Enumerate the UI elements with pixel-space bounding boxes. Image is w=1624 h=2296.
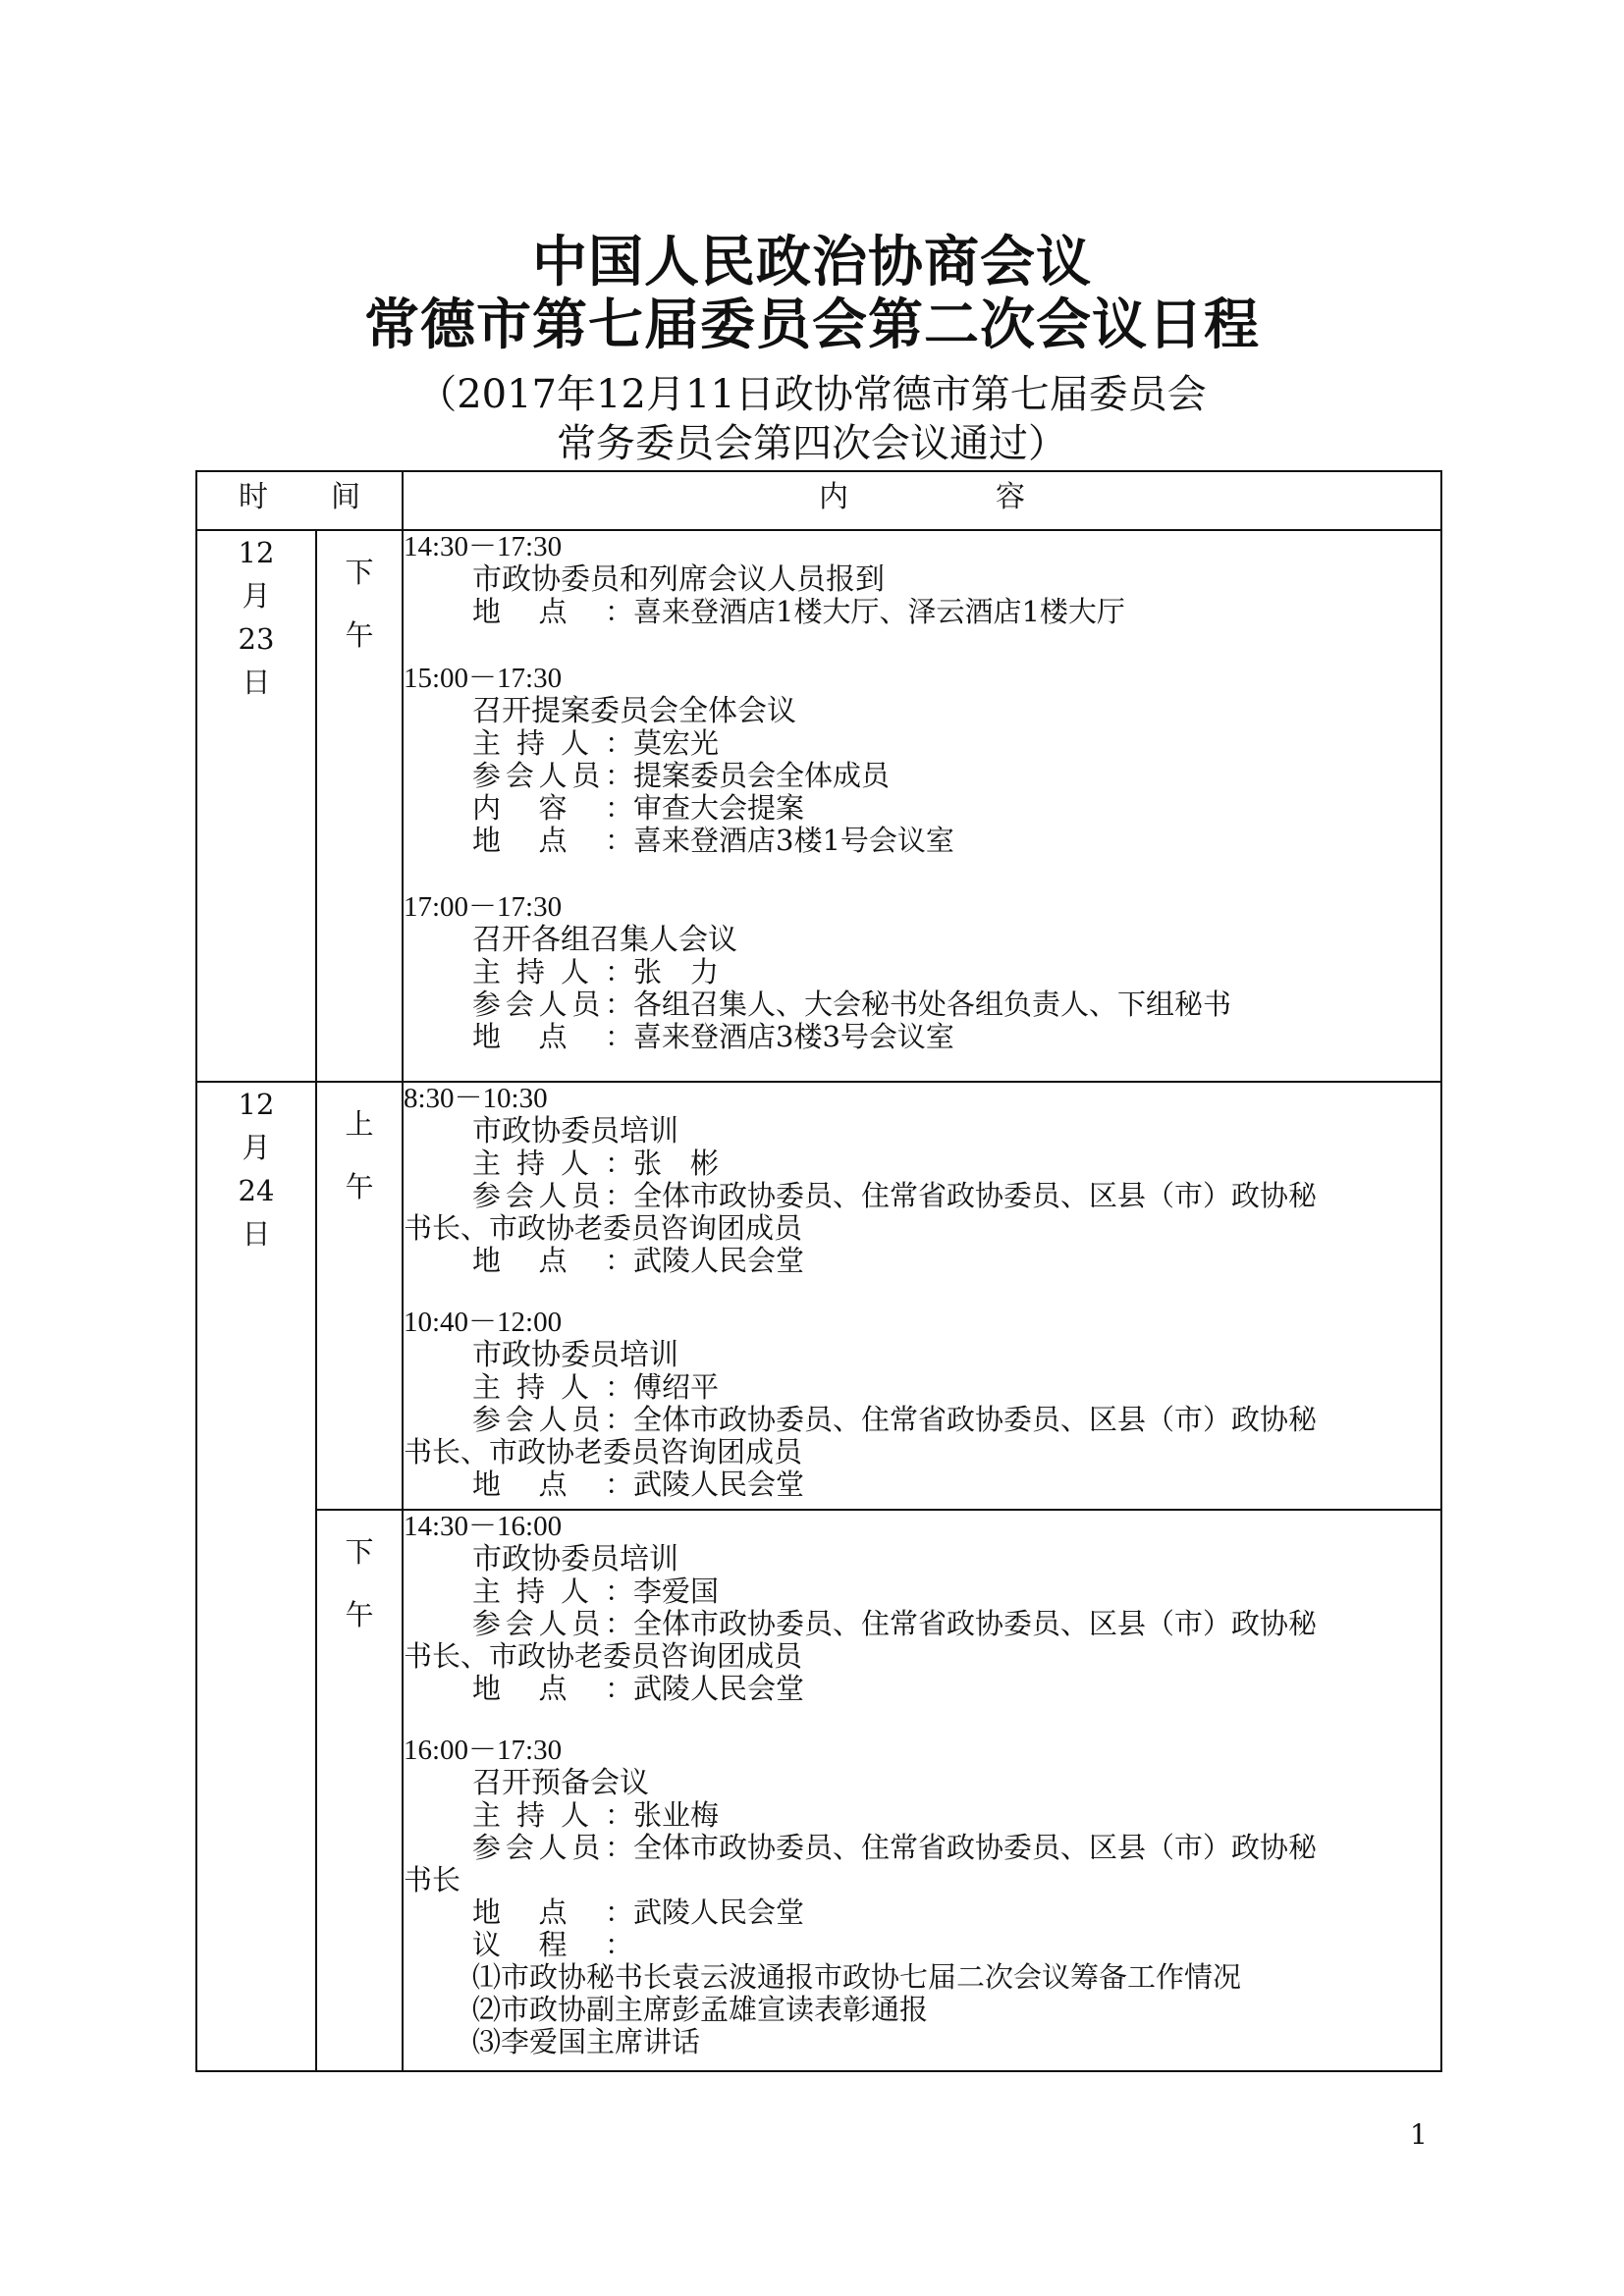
day1-date: 12 月 23 日 (196, 530, 316, 1082)
event-time: 10:40－12:00 (404, 1307, 563, 1338)
event: 17:00－17:30 召开各组召集人会议 主持人： 张 力 参会人员： 各组召集人、大会秘书处各组负责人、下组秘书 地点： 喜来登酒店3楼3号会议室 (404, 891, 1440, 1053)
subtitle-line-2: 常务委员会第四次会议通过） (557, 421, 1067, 466)
event-time: 17:00－17:30 (404, 891, 563, 923)
page-number: 1 (1410, 2118, 1428, 2151)
day2-date: 12 月 24 日 (196, 1082, 316, 2071)
title-line-1: 中国人民政治协商会议 (532, 231, 1092, 294)
header-content: 内容 (403, 471, 1441, 530)
agenda-item: ⑴市政协秘书长袁云波通报市政协七届二次会议筹备工作情况 (472, 1960, 1242, 1994)
day1-afternoon-events (403, 530, 1441, 1082)
event-time: 15:00－17:30 (404, 663, 563, 694)
header-row (196, 471, 1441, 530)
subtitle-line-1: （2017年12月11日政协常德市第七届委员会 (417, 372, 1207, 417)
day2-afternoon-events (403, 1510, 1441, 2071)
day2-morning-events (403, 1082, 1441, 1510)
event-time: 14:30－16:00 (404, 1511, 563, 1542)
event-time: 16:00－17:30 (404, 1735, 563, 1766)
event: 8:30－10:30 市政协委员培训 主持人： 张 彬 参会人员： 全体市政协委员、住常省政协委员、区县（市）政协秘 书长、市政协老委员咨询团成员 地点： 武陵人民会堂 (404, 1083, 1440, 1277)
day2-afternoon-label: 下 午 (316, 1510, 403, 2071)
day1-row (196, 530, 1441, 1082)
event-title: 市政协委员和列席会议人员报到 (472, 562, 885, 597)
event-title: 市政协委员培训 (472, 1542, 678, 1576)
day2-morning-row (196, 1082, 1441, 1510)
agenda-item: ⑵市政协副主席彭孟雄宣读表彰通报 (472, 1993, 929, 2026)
day1-afternoon-label: 下 午 (316, 530, 403, 1082)
header-time: 时间 (196, 471, 403, 530)
event-title: 召开预备会议 (472, 1766, 649, 1800)
event-time: 8:30－10:30 (404, 1083, 548, 1114)
event: 15:00－17:30 召开提案委员会全体会议 主持人： 莫宏光 参会人员： 提案委员会全体成员 内容： 审查大会提案 地点： 喜来登酒店3楼1号会议室 (404, 663, 1440, 857)
event: 14:30－16:00 市政协委员培训 主持人： 李爱国 参会人员： 全体市政协委员、住常省政协委员、区县（市）政协秘 书长、市政协老委员咨询团成员 地点： 武陵人民会堂 (404, 1511, 1440, 1705)
event: 16:00－17:30 召开预备会议 主持人： 张业梅 参会人员： 全体市政协委员、住常省政协委员、区县（市）政协秘 书长 地点： 武陵人民会堂 议程： ⑴市政协秘书长袁云波通报市政协七届二次会议筹备工作情况 ⑵市政协副主席彭孟雄宣读表彰通报 ⑶李爱国主席讲话 (404, 1735, 1440, 2058)
event-title: 市政协委员培训 (472, 1338, 678, 1372)
event-time: 14:30－17:30 (404, 531, 563, 562)
event-title: 召开提案委员会全体会议 (472, 694, 796, 728)
event: 10:40－12:00 市政协委员培训 主持人： 傅绍平 参会人员： 全体市政协委员、住常省政协委员、区县（市）政协秘 书长、市政协老委员咨询团成员 地点： 武陵人民会堂 (404, 1307, 1440, 1501)
title-line-2: 常德市第七届委员会第二次会议日程 (364, 294, 1260, 357)
agenda-item: ⑶李爱国主席讲话 (472, 2025, 701, 2058)
event-title: 市政协委员培训 (472, 1114, 678, 1148)
event: 14:30－17:30 市政协委员和列席会议人员报到 地点： 喜来登酒店1楼大厅、泽云酒店1楼大厅 (404, 531, 1440, 628)
event-title: 召开各组召集人会议 (472, 923, 737, 957)
day2-morning-label: 上 午 (316, 1082, 403, 1510)
schedule-table (195, 470, 1442, 2072)
day2-afternoon-row (196, 1510, 1441, 2071)
